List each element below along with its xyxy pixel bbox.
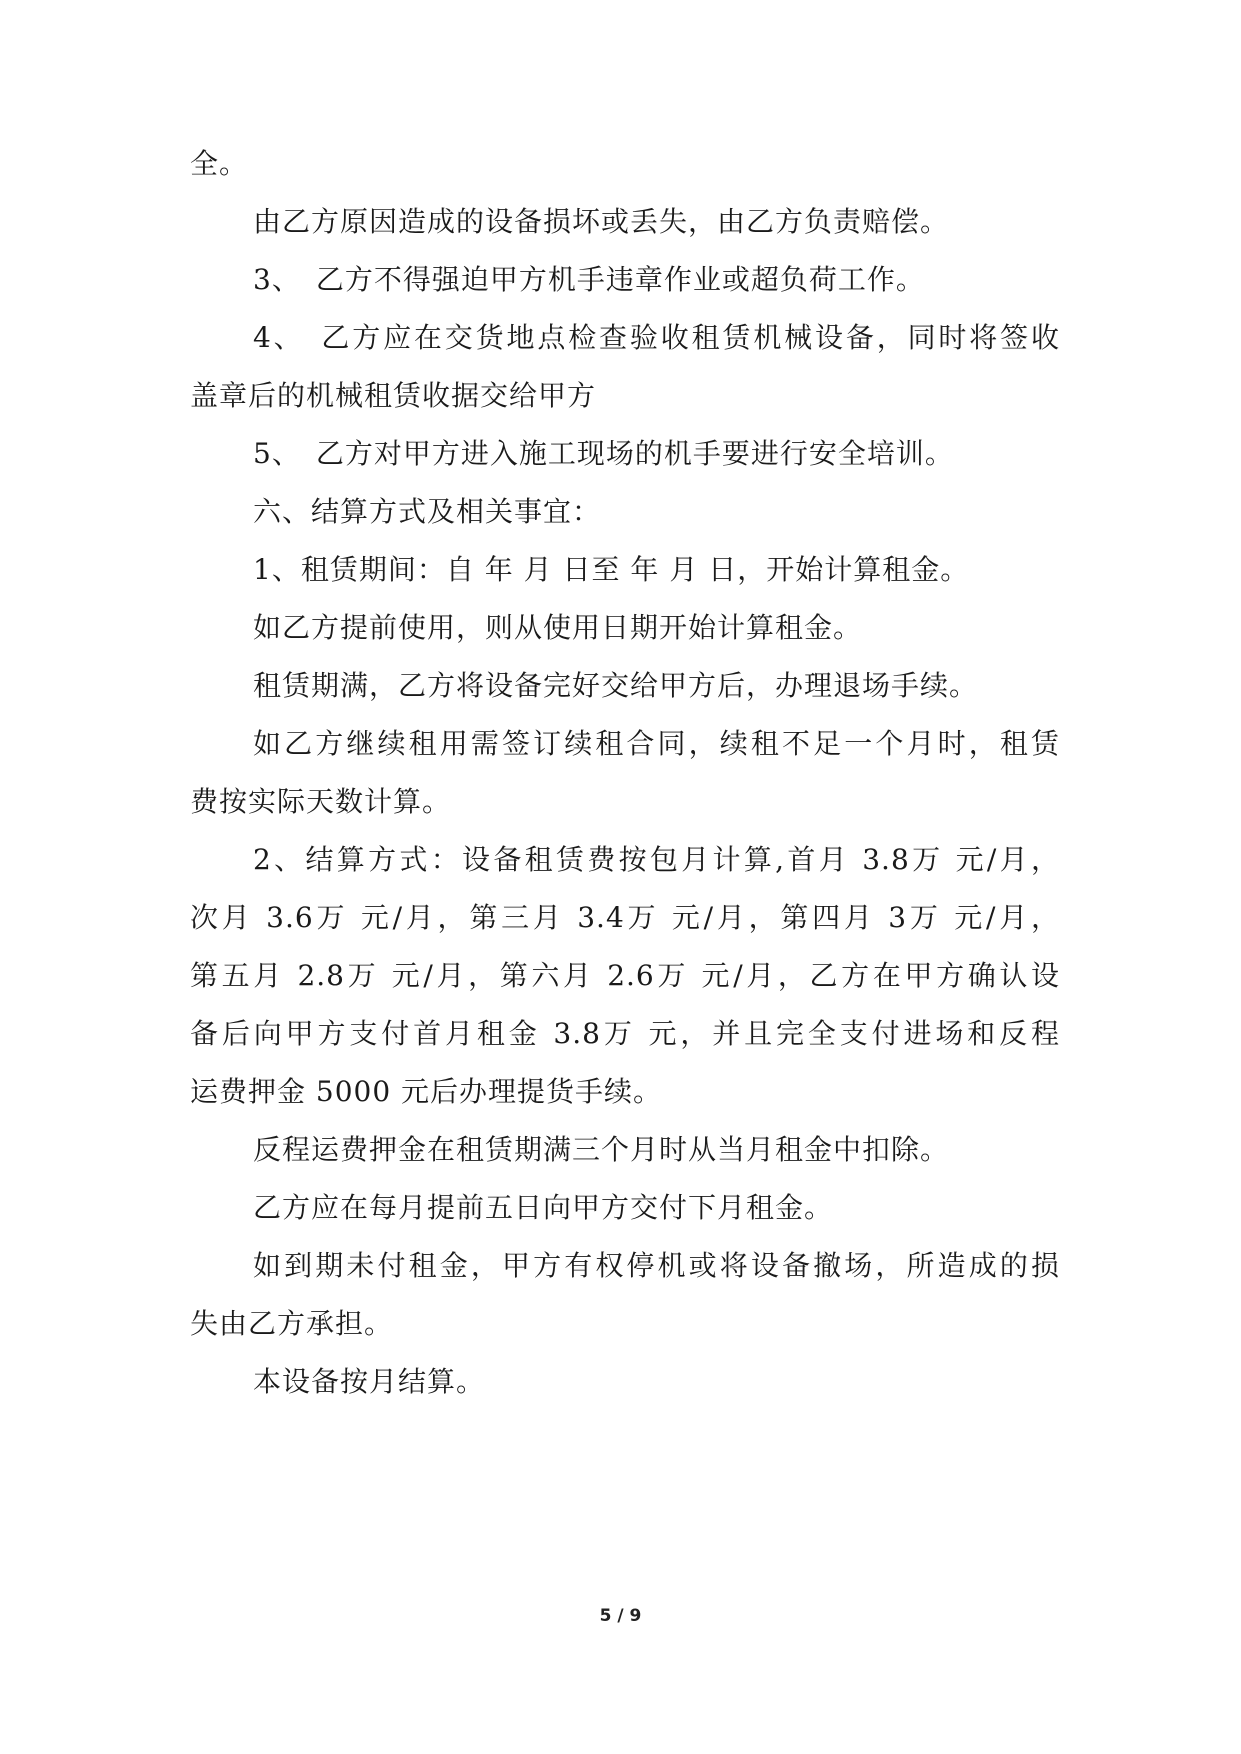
page-number: 5 / 9 bbox=[599, 1606, 642, 1626]
text-line: 5、 乙方对甲方进入施工现场的机手要进行安全培训。 bbox=[253, 437, 954, 470]
text-line: 运费押金 5000 元后办理提货手续。 bbox=[190, 1075, 663, 1108]
text-line: 反程运费押金在租赁期满三个月时从当月租金中扣除。 bbox=[253, 1133, 950, 1166]
text-line: 如到期未付租金，甲方有权停机或将设备撤场，所造成的损 bbox=[253, 1249, 1060, 1282]
text-line: 全。 bbox=[190, 147, 249, 180]
text-line: 费按实际天数计算。 bbox=[190, 785, 452, 818]
section-heading: 六、结算方式及相关事宜： bbox=[253, 495, 602, 528]
text-line: 1、租赁期间：自 年 月 日至 年 月 日，开始计算租金。 bbox=[253, 553, 970, 586]
text-line: 乙方应在每月提前五日向甲方交付下月租金。 bbox=[253, 1191, 834, 1224]
text-line: 如乙方继续租用需签订续租合同，续租不足一个月时，租赁 bbox=[253, 727, 1060, 760]
text-line: 本设备按月结算。 bbox=[253, 1365, 486, 1398]
text-line: 第五月 2.8万 元/月，第六月 2.6万 元/月，乙方在甲方确认设 bbox=[190, 959, 1060, 992]
text-line: 如乙方提前使用，则从使用日期开始计算租金。 bbox=[253, 611, 863, 644]
text-line: 盖章后的机械租赁收据交给甲方 bbox=[190, 379, 597, 412]
text-line: 次月 3.6万 元/月，第三月 3.4万 元/月，第四月 3万 元/月， bbox=[190, 901, 1060, 934]
text-line: 3、 乙方不得强迫甲方机手违章作业或超负荷工作。 bbox=[253, 263, 925, 296]
text-line: 备后向甲方支付首月租金 3.8万 元，并且完全支付进场和反程 bbox=[190, 1017, 1060, 1050]
text-line: 失由乙方承担。 bbox=[190, 1307, 394, 1340]
text-line: 2、结算方式：设备租赁费按包月计算,首月 3.8万 元/月， bbox=[253, 843, 1060, 876]
text-line: 4、 乙方应在交货地点检查验收租赁机械设备，同时将签收 bbox=[253, 321, 1060, 354]
text-line: 租赁期满，乙方将设备完好交给甲方后，办理退场手续。 bbox=[253, 669, 979, 702]
text-line: 由乙方原因造成的设备损坏或丢失，由乙方负责赔偿。 bbox=[253, 205, 950, 238]
